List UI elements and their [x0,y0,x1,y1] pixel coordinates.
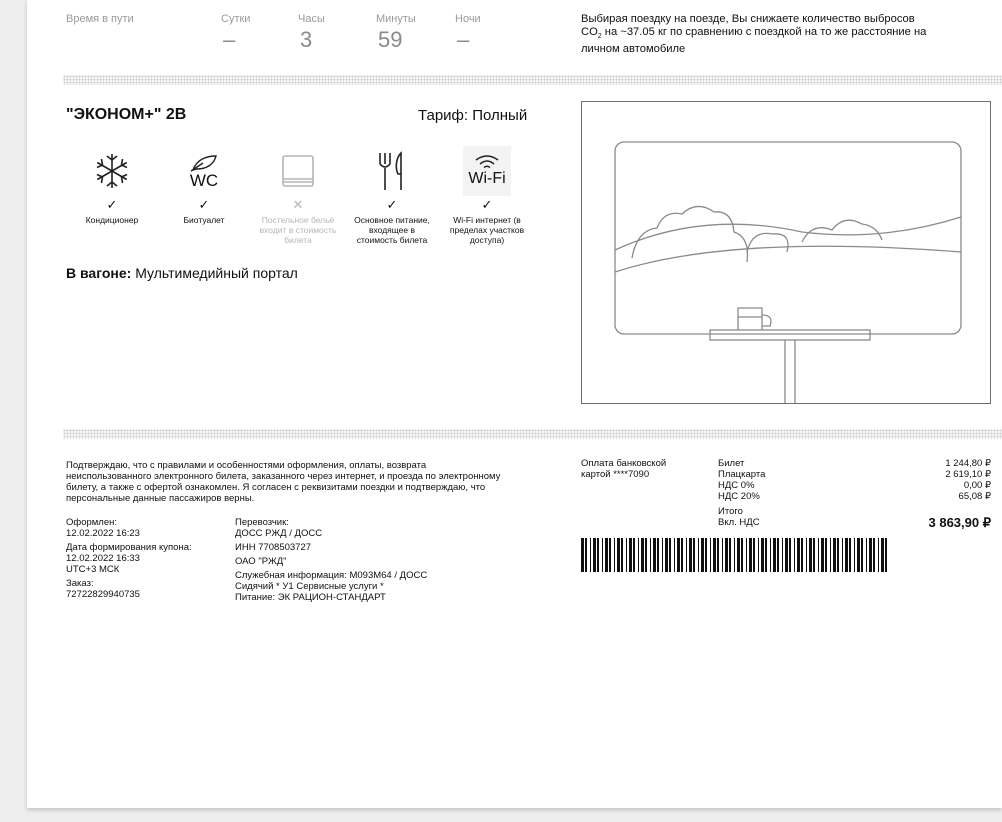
perforation-divider-bottom [63,429,1002,439]
amenity-wifi [447,146,527,245]
barcode-bar [653,538,656,572]
barcode-bar [681,538,683,572]
amenity-caption: Биотуалет [183,215,225,225]
barcode [581,538,891,572]
barcode-bar [705,538,707,572]
nights-value: – [457,27,470,52]
barcode-bar [885,538,887,572]
barcode-bar [741,538,743,572]
barcode-bar [761,538,764,572]
barcode-bar [785,538,788,572]
barcode-bar [693,538,695,572]
barcode-bar [710,538,711,572]
amenity-caption: Основное питание, входящее в стоимость билета [354,215,430,245]
barcode-bar [857,538,860,572]
barcode-bar [677,538,680,572]
barcode-bar [713,538,716,572]
order-number: 72722829940735 [66,589,140,600]
barcode-bar [701,538,704,572]
barcode-bar [725,538,728,572]
barcode-bar [770,538,771,572]
amenity-mark: ✓ [106,197,118,212]
amenity-toilet [164,146,244,225]
barcode-bar [813,538,815,572]
amenity-mark: ✓ [481,197,493,212]
days-label: Сутки [221,13,251,25]
price-row-vat20: НДС 20% 65,08 ₽ [718,491,991,502]
bed-linen-icon [273,146,323,196]
barcode-bar [753,538,755,572]
barcode-bar [797,538,800,572]
barcode-bar [773,538,776,572]
barcode-bar [581,538,584,572]
barcode-bar [602,538,603,572]
barcode-bar [638,538,639,572]
carrier-info: Перевозчик: ДОСС РЖД / ДОСС ИНН 7708503727 ОАО "РЖД" Служебная информация: М093М64 / ДОСС Сидячий * У1 Сервисные услуги * Питание: ЭК РАЦИОН-СТАНДАРТ [235,517,428,603]
barcode-bar [662,538,663,572]
amenity-air-conditioner [72,146,152,225]
barcode-bar [698,538,699,572]
barcode-bar [749,538,752,572]
hours-value: 3 [300,27,313,52]
barcode-bar [825,538,827,572]
legal-confirmation: Подтверждаю, что с правилами и особенностями оформления, оплаты, возврата неиспользованного электронного билета, заказанного через интернет, и проезда по электронному билету, а также с офертой ознакомлен. Я согласен с реквизитами поездки и подтверждаю, что персональные данные пассажиров верны. [66,460,501,504]
barcode-bar [806,538,807,572]
barcode-bar [597,538,599,572]
barcode-bar [614,538,615,572]
total-value: 3 863,90 ₽ [928,515,991,530]
barcode-bar [842,538,843,572]
barcode-bar [818,538,819,572]
issued-date: 12.02.2022 16:23 [66,528,140,539]
barcode-bar [821,538,824,572]
onboard-value: Мультимедийный портал [135,265,298,281]
amenity-caption: Постельное бельё входит в стоимость билета [259,215,337,245]
barcode-bar [593,538,596,572]
barcode-bar [854,538,855,572]
barcode-bar [585,538,587,572]
barcode-bar [737,538,740,572]
barcode-bar [657,538,659,572]
barcode-bar [717,538,719,572]
amenity-bed-linen [258,146,338,245]
barcode-bar [722,538,723,572]
ticket-page [27,0,1002,808]
barcode-bar [801,538,803,572]
issue-info: Оформлен: 12.02.2022 16:23 Дата формирования купона: 12.02.2022 16:33 UTC+3 МСК Заказ: 72722829940735 [66,517,226,600]
amenity-caption: Кондиционер [85,215,139,225]
price-breakdown [718,458,991,528]
amenity-caption: Wi-Fi интернет (в пределах участков доступа) [449,215,525,245]
amenity-meals [352,146,432,245]
barcode-bar [869,538,872,572]
barcode-bar [746,538,747,572]
eco-note: Выбирая поездку на поезде, Вы снижаете количество выбросов $CO_2$ на ~37.05 кг по сравнению с поездкой на то же расстояние на личном автомобиле [581,13,927,56]
barcode-bar [645,538,647,572]
coupon-date: 12.02.2022 16:33 [66,553,140,564]
minutes-label: Минуты [376,13,416,25]
tariff: Тариф: Полный [418,107,528,124]
barcode-bar [809,538,812,572]
barcode-bar [837,538,839,572]
barcode-bar [765,538,767,572]
barcode-bar [605,538,608,572]
barcode-bar [878,538,879,572]
barcode-bar [629,538,632,572]
barcode-bar [845,538,848,572]
amenity-mark: ✓ [386,197,398,212]
price-total: Итого Вкл. НДС 3 863,90 ₽ [718,506,991,530]
barcode-bar [734,538,735,572]
days-value: – [223,27,236,52]
wc-icon: WC [179,146,229,196]
perforation-divider-top [63,75,1002,85]
barcode-bar [674,538,675,572]
barcode-bar [633,538,635,572]
cutlery-icon [367,146,417,196]
onboard-info [66,265,298,281]
wifi-icon: Wi-Fi [463,146,511,196]
barcode-bar [861,538,863,572]
barcode-bar [590,538,591,572]
barcode-bar [849,538,851,572]
barcode-bar [833,538,836,572]
barcode-bar [881,538,884,572]
barcode-bar [777,538,779,572]
barcode-bar [830,538,831,572]
barcode-bar [650,538,651,572]
barcode-bar [782,538,783,572]
barcode-bar [729,538,731,572]
barcode-bar [789,538,791,572]
barcode-bar [689,538,692,572]
barcode-bar [686,538,687,572]
barcode-bar [626,538,627,572]
barcode-bar [873,538,875,572]
barcode-bar [621,538,623,572]
snowflake-icon [87,146,137,196]
amenity-mark: ✕ [292,197,304,212]
payment-method: Оплата банковской картой ****7090 [581,458,667,480]
price-row-vat0: НДС 0% 0,00 ₽ [718,480,991,491]
barcode-bar [609,538,611,572]
hours-label: Часы [298,13,325,25]
barcode-bar [665,538,668,572]
price-row-reserved-seat: Плацкарта 2 619,10 ₽ [718,469,991,480]
minutes-value: 59 [378,27,403,52]
nights-label: Ночи [455,13,481,25]
car-class: "ЭКОНОМ+" 2В [66,106,187,123]
travel-time-label: Время в пути [66,13,134,25]
onboard-label: В вагоне: [66,265,132,281]
barcode-bar [617,538,620,572]
price-row-ticket: Билет 1 244,80 ₽ [718,458,991,469]
amenity-mark: ✓ [198,197,210,212]
barcode-bar [641,538,644,572]
barcode-bar [794,538,795,572]
barcode-bar [866,538,867,572]
barcode-bar [669,538,671,572]
barcode-bar [758,538,759,572]
train-window-illustration [581,101,991,404]
